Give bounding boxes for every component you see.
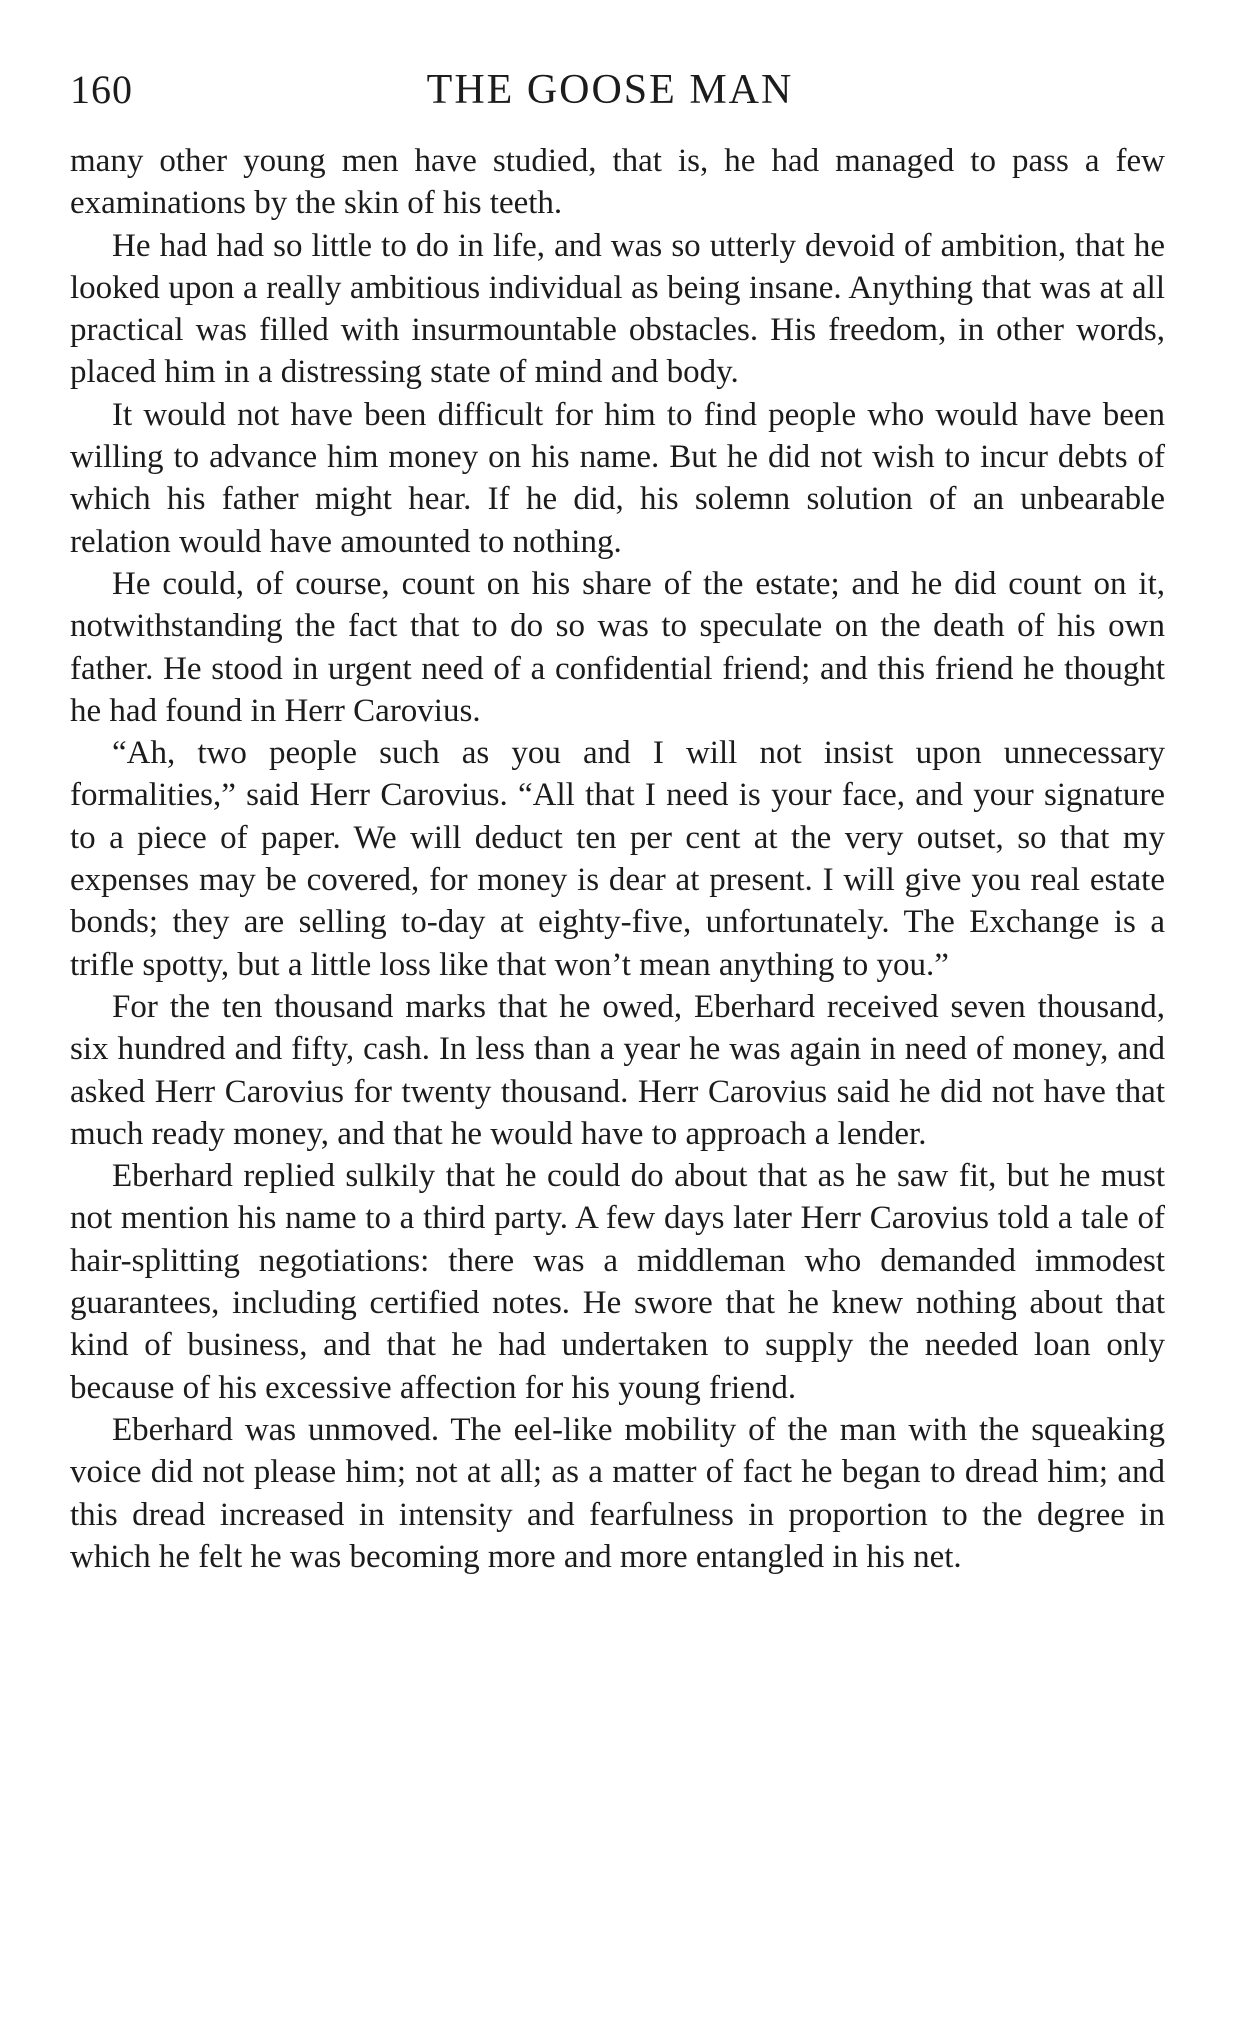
paragraph-2: He had had so little to do in life, and was so utterly devoid of ambition, that he looked upon a really ambitious individual as being insane. Anything that was at all practical was filled with insurmountable obstacles. His freedom, in other words, placed him in a distressing state of mind and body.: [70, 227, 1165, 391]
page-header: [70, 60, 1170, 120]
paragraph-1: many other young men have studied, that is, he had managed to pass a few examinations by the skin of his teeth.: [70, 143, 1165, 222]
running-title: THE GOOSE MAN: [426, 67, 794, 113]
paragraph-8: Eberhard was unmoved. The eel-like mobility of the man with the squeaking voice did not please him; not at all; as a matter of fact he began to dread him; and this dread increased in intensity and fearfulness in proportion to the degree in which he felt he was becoming more and more entangled in his net.: [70, 1411, 1165, 1575]
body-text: [70, 140, 1165, 1578]
paragraph-7: Eberhard replied sulkily that he could do about that as he saw fit, but he must not mention his name to a third party. A few days later Herr Carovius told a tale of hair-splitting negotiations: there was a middleman who demanded immodest guarantees, including certified notes. He swore that he knew nothing about that kind of business, and that he had undertaken to supply the needed loan only because of his excessive affection for his young friend.: [70, 1158, 1165, 1406]
paragraph-4: He could, of course, count on his share of the estate; and he did count on it, notwithstanding the fact that to do so was to speculate on the death of his own father. He stood in urgent need of a confidential friend; and this friend he thought he had found in Herr Carovius.: [70, 565, 1165, 729]
paragraph-3: It would not have been difficult for him to find people who would have been willing to advance him money on his name. But he did not wish to incur debts of which his father might hear. If he did, his solemn solution of an unbearable relation would have amounted to nothing.: [70, 396, 1165, 560]
paragraph-6: For the ten thousand marks that he owed, Eberhard received seven thousand, six hundred and fifty, cash. In less than a year he was again in need of money, and asked Herr Carovius for twenty thousand. Herr Carovius said he did not have that much ready money, and that he would have to approach a lender.: [70, 988, 1165, 1152]
paragraph-5: “Ah, two people such as you and I will not insist upon unnecessary formalities,” said Herr Carovius. “All that I need is your face, and your signature to a piece of paper. We will deduct ten per cent at the very outset, so that my expenses may be covered, for money is dear at present. I will give you real estate bonds; they are selling to-day at eighty-five, unfortunately. The Exchange is a trifle spotty, but a little loss like that won’t mean anything to you.”: [70, 735, 1165, 983]
page-number: 160: [70, 67, 133, 112]
